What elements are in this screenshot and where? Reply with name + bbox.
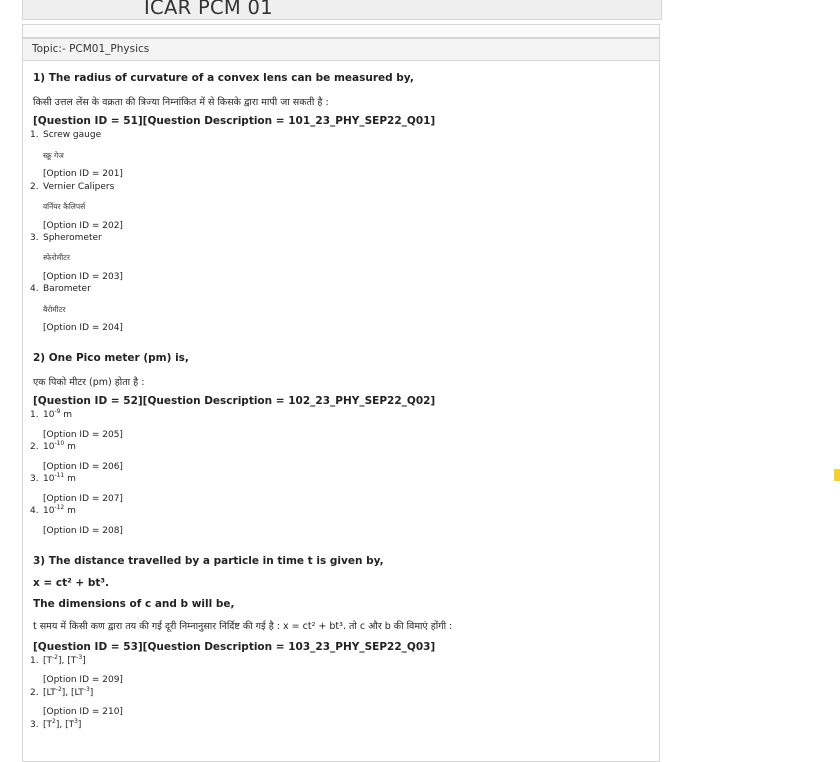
question-2-text: 2) One Pico meter (pm) is, (33, 352, 189, 364)
option-id: [Option ID = 206] (43, 462, 123, 472)
option-text: $10^{-10}$ m (43, 440, 76, 452)
option-id: [Option ID = 203] (43, 272, 123, 282)
option-text: Vernier Calipers (43, 182, 115, 192)
option-id: [Option ID = 207] (43, 494, 123, 504)
option-number: 1. (30, 130, 39, 140)
topic-label: Topic:- PCM01_Physics (32, 43, 150, 55)
option-id: [Option ID = 204] (43, 323, 123, 333)
option-number: 4. (30, 284, 39, 294)
scroll-marker (834, 469, 840, 481)
option-number: 3. (30, 233, 39, 243)
question-2-id: [Question ID = 52][Question Description = 102_23_PHY_SEP22_Q02] (33, 395, 436, 407)
option-id: [Option ID = 210] (43, 707, 123, 717)
option-id: [Option ID = 209] (43, 675, 123, 685)
option-number: 2. (30, 688, 39, 698)
header-divider-bar (22, 24, 660, 38)
option-number: 1. (30, 410, 39, 420)
option-text: $[T^2]$, $[T^3]$ (43, 718, 82, 730)
option-text: $[LT^{-2}]$, $[LT^{-3}]$ (43, 686, 94, 698)
question-3-text: 3) The distance travelled by a particle in time t is given by, (33, 555, 384, 567)
option-hindi: वर्नियर कैलिपर्स (43, 202, 86, 211)
option-number: 4. (30, 506, 39, 516)
option-number: 1. (30, 656, 39, 666)
option-text: Spherometer (43, 233, 102, 243)
question-1-text: 1) The radius of curvature of a convex lens can be measured by, (33, 72, 414, 84)
option-text: $10^{-9}$ m (43, 408, 73, 420)
question-1-id: [Question ID = 51][Question Description = 101_23_PHY_SEP22_Q01] (33, 115, 436, 127)
option-number: 3. (30, 720, 39, 730)
option-id: [Option ID = 205] (43, 430, 123, 440)
option-id: [Option ID = 208] (43, 526, 123, 536)
option-hindi: स्फेरोमीटर (43, 253, 70, 262)
option-id: [Option ID = 201] (43, 169, 123, 179)
option-hindi: स्क्रू गेज (43, 151, 64, 160)
option-number: 2. (30, 442, 39, 452)
option-text: Barometer (43, 284, 91, 294)
option-text: Screw gauge (43, 130, 102, 140)
topic-bar (22, 38, 660, 61)
page-header (22, 0, 662, 20)
question-2-hindi: एक पिको मीटर (pm) होता है : (33, 377, 145, 388)
question-3-equation: x = ct² + bt³. (33, 577, 109, 589)
option-text: $[T^{-2}]$, $[T^{-3}]$ (43, 654, 86, 666)
question-3-hindi: t समय में किसी कण द्वारा तय की गई दूरी निम्नानुसार निर्दिष्ट की गई है : x = ct² + bt³. तो c और b की विमाएं होंगी : (33, 621, 453, 632)
option-number: 3. (30, 474, 39, 484)
question-3-id: [Question ID = 53][Question Description = 103_23_PHY_SEP22_Q03] (33, 641, 436, 653)
question-3-text-2: The dimensions of c and b will be, (33, 598, 235, 610)
question-1-hindi: किसी उत्तल लेंस के वक्रता की त्रिज्या निम्नांकित में से किसके द्वारा मापी जा सकती है : (33, 97, 329, 108)
option-number: 2. (30, 182, 39, 192)
page-title: ICAR PCM 01 (144, 0, 273, 19)
question-panel (22, 60, 660, 762)
option-id: [Option ID = 202] (43, 221, 123, 231)
option-text: $10^{-12}$ m (43, 504, 76, 516)
option-hindi: बैरोमीटर (43, 305, 66, 314)
option-text: $10^{-11}$ m (43, 472, 76, 484)
